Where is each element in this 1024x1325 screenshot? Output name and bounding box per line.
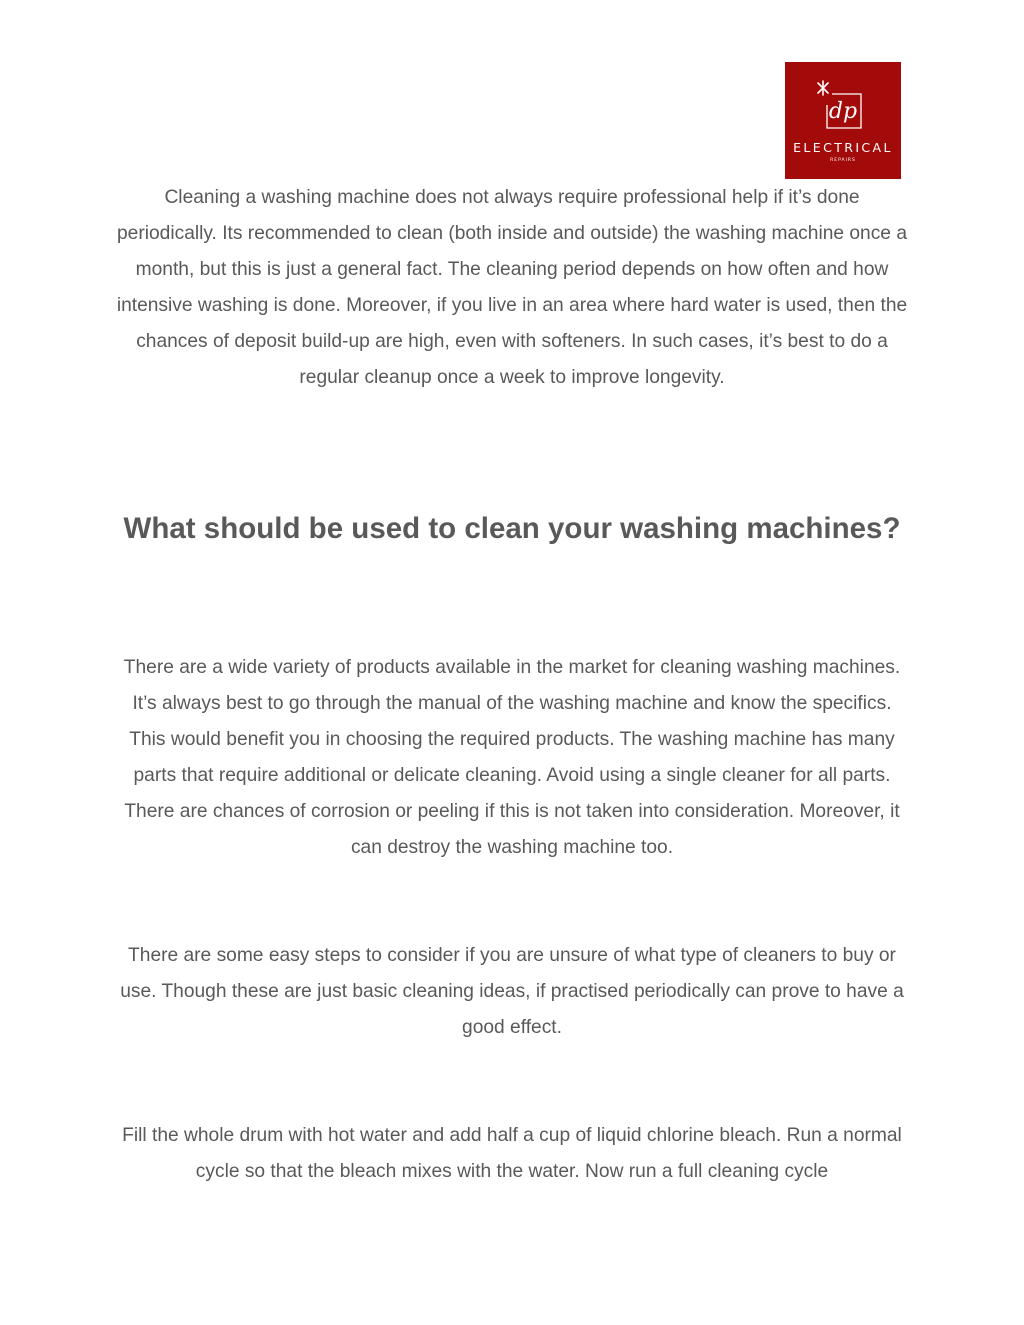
logo-initials: dp [828, 99, 858, 124]
intro-paragraph: Cleaning a washing machine does not always require professional help if it’s done periodically. Its recommended to clean (both inside and outside) the washing machine once a month, but this is just a general fact. The cleaning period depends on how often and how intensive washing is done. Moreover, if you live in an area where hard water is used, then the chances of deposit build-up are high, even with softeners. In such cases, it’s best to do a regular cleanup once a week to improve longevity. [116, 187, 908, 388]
logo-tagline: REPAIRS [830, 158, 856, 163]
bleach-step-paragraph: Fill the whole drum with hot water and add half a cup of liquid chlorine bleach. Run a normal cycle so that the bleach mixes with the water. Now run a full cleaning cycle [122, 1125, 902, 1182]
section-heading: What should be used to clean your washing machines? [123, 512, 901, 545]
company-logo [785, 62, 901, 179]
logo-brand-text: ELECTRICAL [793, 140, 893, 155]
products-paragraph: There are a wide variety of products available in the market for cleaning washing machines. It’s always best to go through the manual of the washing machine and know the specifics. This would benefit you in choosing the required products. The washing machine has many parts that require additional or delicate cleaning. Avoid using a single cleaner for all parts. There are chances of corrosion or peeling if this is not taken into consideration. Moreover, it can destroy the washing machine too. [123, 657, 901, 858]
steps-intro-paragraph: There are some easy steps to consider if you are unsure of what type of cleaners to buy or use. Though these are just basic cleaning ideas, if practised periodically can prove to have a good effect. [120, 945, 904, 1038]
